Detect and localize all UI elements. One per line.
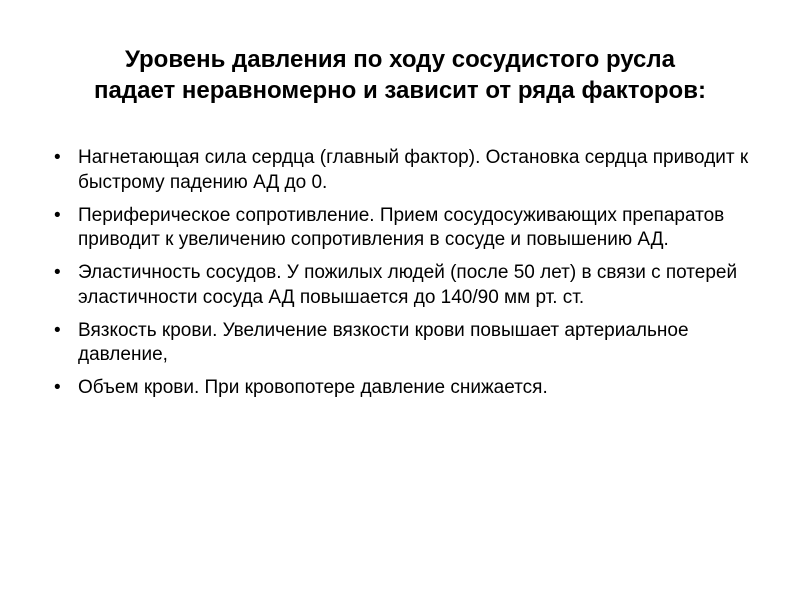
- bullet-text-blood-viscosity: Вязкость крови. Увеличение вязкости крови повышает артериальное давление,: [78, 319, 689, 365]
- bullet-dot-icon: •: [54, 377, 61, 398]
- slide-title: [40, 44, 760, 106]
- bullet-item-heart-force: [50, 146, 762, 195]
- bullet-item-peripheral-resistance: [50, 204, 762, 253]
- bullet-dot-icon: •: [54, 262, 61, 283]
- bullet-text-heart-force: Нагнетающая сила сердца (главный фактор). Остановка сердца приводит к быстрому падению АД до 0.: [78, 147, 749, 193]
- bullet-list: [50, 146, 762, 409]
- bullet-text-blood-volume: Объем крови. При кровопотере давление снижается.: [78, 377, 548, 398]
- bullet-item-vessel-elasticity: [50, 261, 762, 310]
- bullet-dot-icon: •: [54, 204, 61, 226]
- bullet-dot-icon: •: [54, 147, 61, 168]
- bullet-item-blood-viscosity: [50, 319, 762, 368]
- slide-title-line-2: падает неравномерно и зависит от ряда факторов:: [94, 77, 706, 104]
- bullet-text-vessel-elasticity: Эластичность сосудов. У пожилых людей (после 50 лет) в связи с потерей эластичности сосуда АД повышается до 140/90 мм рт. ст.: [78, 262, 738, 308]
- bullet-dot-icon: •: [54, 319, 61, 341]
- bullet-item-blood-volume: [50, 376, 762, 401]
- slide-title-line-1: Уровень давления по ходу сосудистого русла: [125, 46, 675, 73]
- bullet-text-peripheral-resistance: Периферическое сопротивление. Прием сосудосуживающих препаратов приводит к увеличению сопротивления в сосуде и повышению АД.: [78, 204, 725, 250]
